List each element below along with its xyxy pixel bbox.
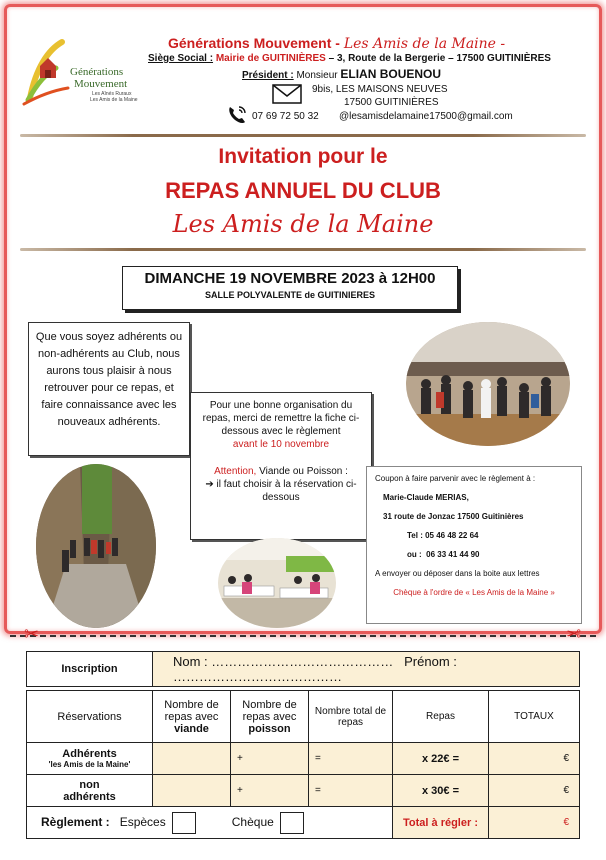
president-label: Président : — [242, 70, 294, 81]
currency: € — [563, 753, 569, 764]
coupon-send: A envoyer ou déposer dans la boite aux lettres — [375, 569, 540, 578]
title-line1: Invitation pour le — [218, 145, 388, 168]
plus-sign: + — [237, 753, 243, 764]
org-club: Les Amis de la Maine - — [343, 36, 506, 52]
payment-method — [27, 807, 393, 839]
total-label: Total à régler : — [393, 807, 489, 839]
coupon-street: 31 route de Jonzac 17500 Guitinières — [383, 512, 524, 521]
row-total-input[interactable] — [489, 775, 580, 807]
payment-row — [27, 807, 580, 839]
inscription-label: Inscription — [27, 652, 153, 687]
logo-text: Mouvement — [74, 78, 128, 90]
viande-header-pre: Nombre de repas avec — [164, 698, 219, 723]
table-row — [27, 775, 580, 807]
dance-photo — [406, 322, 570, 446]
grand-total-input[interactable] — [489, 807, 580, 839]
event-date-box — [122, 266, 458, 310]
org-prefix: Générations Mouvement - — [168, 35, 344, 51]
president — [242, 67, 441, 81]
poisson-header-word: poisson — [248, 722, 291, 735]
poisson-header — [231, 691, 309, 743]
row-label-sub: adhérents — [63, 790, 116, 803]
poisson-count-input[interactable] — [231, 743, 309, 775]
prenom-label: Prénom : ………………………………… — [173, 654, 457, 684]
room-photo — [218, 538, 336, 628]
reglement-label: Règlement : — [41, 814, 110, 829]
currency: € — [563, 817, 569, 828]
reservations-header: Réservations — [27, 691, 153, 743]
equals-sign: = — [315, 785, 321, 796]
inscription-table — [26, 651, 580, 687]
poisson-header-pre: Nombre de repas avec — [242, 698, 297, 723]
row-label — [27, 775, 153, 807]
scissors-icon: ✂ — [566, 624, 582, 644]
logo-subtext: Les Amis de la Maine — [90, 97, 138, 103]
address-line: 9bis, LES MAISONS NEUVES — [312, 84, 448, 95]
cut-line — [10, 635, 596, 637]
currency: € — [563, 785, 569, 796]
coupon-cheque: Chèque à l'ordre de « Les Amis de la Maine » — [393, 588, 555, 597]
attention-text: Viande ou Poisson : — [256, 466, 348, 477]
nom-label: Nom : …………………………………… — [173, 654, 394, 669]
price-cell: x 22€ = — [393, 743, 489, 775]
row-total-input[interactable] — [489, 743, 580, 775]
especes-label: Espèces — [119, 814, 166, 829]
hiking-photo — [36, 464, 156, 628]
cheque-checkbox[interactable] — [280, 812, 304, 834]
divider — [20, 248, 586, 251]
cheque-label: Chèque — [231, 814, 274, 829]
event-date: DIMANCHE 19 NOVEMBRE 2023 à 12H00 — [144, 270, 436, 287]
scissors-icon: ✂ — [24, 624, 40, 644]
plus-sign: + — [237, 785, 243, 796]
email-address: @lesamisdelamaine17500@gmail.com — [339, 111, 513, 122]
reservation-table — [26, 690, 580, 839]
title-line2: REPAS ANNUEL DU CLUB — [165, 178, 441, 203]
orga-text: Pour une bonne organisation du repas, merci de remettre la fiche ci-dessous avec le règlement — [202, 400, 360, 437]
especes-checkbox[interactable] — [172, 812, 196, 834]
table-row — [27, 743, 580, 775]
president-name: ELIAN BOUENOU — [340, 67, 442, 81]
total-count-input[interactable] — [309, 775, 393, 807]
mail-icon — [272, 84, 302, 104]
welcome-box: Que vous soyez adhérents ou non-adhérents au Club, nous aurons tous plaisir à nous retrouver pour ce repas, et faire connaissance avec les nouveaux adhérents. — [28, 322, 190, 456]
siege-mairie: Mairie de GUITINIÈRES — [215, 53, 326, 64]
orga-deadline: avant le 10 novembre — [232, 439, 330, 450]
equals-sign: = — [315, 753, 321, 764]
total-header: Nombre total de repas — [309, 691, 393, 743]
name-field[interactable] — [153, 652, 580, 687]
logo-text: Générations — [70, 66, 124, 78]
president-title: Monsieur — [293, 70, 341, 81]
organization-note — [190, 392, 372, 540]
choice-note: ➔ il faut choisir à la réservation ci-dessous — [205, 479, 357, 503]
viande-count-input[interactable] — [153, 775, 231, 807]
coupon-tel: 05 46 48 22 64 — [425, 531, 479, 540]
attention-label: Attention, — [214, 466, 257, 477]
address-line: 17500 GUITINIÈRES — [344, 97, 439, 108]
viande-header — [153, 691, 231, 743]
total-count-input[interactable] — [309, 743, 393, 775]
event-venue: SALLE POLYVALENTE de GUITINIERES — [204, 290, 376, 300]
phone-icon — [226, 104, 248, 126]
row-label-sub: 'les Amis de la Maine' — [48, 760, 131, 769]
price-cell: x 30€ = — [393, 775, 489, 807]
logo-subtext: Les Aînés Ruraux — [92, 91, 132, 97]
tel-label: Tel : — [407, 531, 423, 540]
head-office — [148, 53, 551, 64]
siege-label: Siège Social : — [148, 53, 214, 64]
or-label: ou : — [407, 550, 422, 559]
coupon-name: Marie-Claude MERIAS, — [383, 493, 469, 502]
viande-header-word: viande — [174, 722, 209, 735]
totaux-header: TOTAUX — [489, 691, 580, 743]
row-label-main: Adhérents — [62, 748, 117, 760]
row-label — [27, 743, 153, 775]
title-club: Les Amis de la Maine — [172, 210, 434, 238]
poisson-count-input[interactable] — [231, 775, 309, 807]
coupon-tel2: 06 33 41 44 90 — [426, 550, 480, 559]
divider — [20, 134, 586, 137]
coupon-intro: Coupon à faire parvenir avec le règlement à : — [375, 474, 536, 483]
organization-name — [168, 35, 505, 52]
repas-header: Repas — [393, 691, 489, 743]
viande-count-input[interactable] — [153, 743, 231, 775]
row-label-main: non — [79, 778, 100, 791]
coupon-box — [366, 466, 582, 624]
siege-address: – 3, Route de la Bergerie – 17500 GUITINIÈRES — [325, 53, 551, 64]
phone-number: 07 69 72 50 32 — [252, 111, 319, 122]
